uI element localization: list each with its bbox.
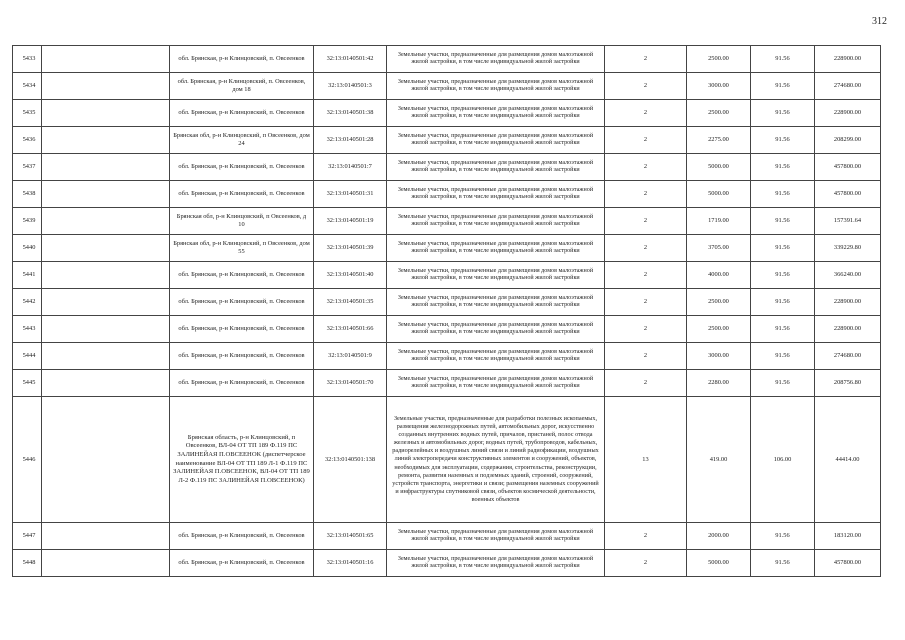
row-number: 5436: [13, 127, 42, 154]
table-row: [13, 154, 881, 181]
land-use-cell: Земельные участки, предназначенные для размещения домов малоэтажной жилой застройки, в том числе индивидуальной жилой застройки: [387, 154, 605, 181]
group-cell: 2: [605, 289, 687, 316]
rate-cell: 91.56: [751, 127, 815, 154]
address-cell: обл. Брянская, р-н Клинцовский, п. Овсеенков: [170, 100, 314, 127]
row-number: 5439: [13, 208, 42, 235]
group-cell: 2: [605, 343, 687, 370]
cadastral-number-cell: 32:13:0140501:70: [314, 370, 387, 397]
address-cell: Брянская обл, р-н Клинцовский, п Овсеенков, дом 55: [170, 235, 314, 262]
cadastral-number-cell: 32:13:0140501:38: [314, 100, 387, 127]
rate-cell: 91.56: [751, 100, 815, 127]
land-use-cell: Земельные участки, предназначенные для размещения домов малоэтажной жилой застройки, в том числе индивидуальной жилой застройки: [387, 100, 605, 127]
table-row: [13, 235, 881, 262]
rate-cell: 91.56: [751, 154, 815, 181]
area-cell: 3000.00: [687, 343, 751, 370]
group-cell: 2: [605, 181, 687, 208]
group-cell: 2: [605, 208, 687, 235]
address-cell: обл. Брянская, р-н Клинцовский, п. Овсеенков: [170, 262, 314, 289]
area-cell: 2275.00: [687, 127, 751, 154]
table-row: [13, 73, 881, 100]
blank-cell: [42, 127, 170, 154]
cadastral-value-cell: 274680.00: [815, 73, 881, 100]
table-row: [13, 550, 881, 577]
cadastral-value-cell: 228900.00: [815, 316, 881, 343]
area-cell: 3705.00: [687, 235, 751, 262]
table-row: [13, 343, 881, 370]
blank-cell: [42, 370, 170, 397]
rate-cell: 91.56: [751, 523, 815, 550]
area-cell: 419.00: [687, 397, 751, 523]
blank-cell: [42, 262, 170, 289]
land-use-cell: Земельные участки, предназначенные для размещения домов малоэтажной жилой застройки, в том числе индивидуальной жилой застройки: [387, 127, 605, 154]
cadastral-value-cell: 183120.00: [815, 523, 881, 550]
rate-cell: 91.56: [751, 262, 815, 289]
row-number: 5448: [13, 550, 42, 577]
row-number: 5441: [13, 262, 42, 289]
land-use-cell: Земельные участки, предназначенные для размещения домов малоэтажной жилой застройки, в том числе индивидуальной жилой застройки: [387, 208, 605, 235]
rate-cell: 91.56: [751, 370, 815, 397]
table-row: [13, 262, 881, 289]
table-row: [13, 208, 881, 235]
rate-cell: 91.56: [751, 181, 815, 208]
rate-cell: 91.56: [751, 235, 815, 262]
row-number: 5440: [13, 235, 42, 262]
table-row: [13, 316, 881, 343]
area-cell: 5000.00: [687, 181, 751, 208]
blank-cell: [42, 100, 170, 127]
cadastral-value-cell: 228900.00: [815, 289, 881, 316]
group-cell: 2: [605, 262, 687, 289]
rate-cell: 91.56: [751, 46, 815, 73]
cadastral-number-cell: 32:13:0140501:9: [314, 343, 387, 370]
rate-cell: 91.56: [751, 289, 815, 316]
group-cell: 13: [605, 397, 687, 523]
cadastral-value-cell: 366240.00: [815, 262, 881, 289]
cadastral-number-cell: 32:13:0140501:40: [314, 262, 387, 289]
group-cell: 2: [605, 550, 687, 577]
cadastral-value-cell: 208299.00: [815, 127, 881, 154]
area-cell: 2500.00: [687, 46, 751, 73]
cadastral-number-cell: 32:13:0140501:39: [314, 235, 387, 262]
blank-cell: [42, 289, 170, 316]
address-cell: Брянская обл, р-н Клинцовский, п Овсеенков, дом 24: [170, 127, 314, 154]
cadastral-number-cell: 32:13:0140501:42: [314, 46, 387, 73]
group-cell: 2: [605, 154, 687, 181]
cadastral-value-cell: 457800.00: [815, 550, 881, 577]
cadastral-value-cell: 208756.80: [815, 370, 881, 397]
address-cell: обл. Брянская, р-н Клинцовский, п. Овсеенков: [170, 46, 314, 73]
area-cell: 5000.00: [687, 550, 751, 577]
area-cell: 2500.00: [687, 316, 751, 343]
group-cell: 2: [605, 127, 687, 154]
row-number: 5435: [13, 100, 42, 127]
row-number: 5438: [13, 181, 42, 208]
cadastral-number-cell: 32:13:0140501:7: [314, 154, 387, 181]
address-cell: обл. Брянская, р-н Клинцовский, п. Овсеенков: [170, 289, 314, 316]
address-cell: обл. Брянская, р-н Клинцовский, п. Овсеенков: [170, 550, 314, 577]
table-row: [13, 46, 881, 73]
cadastral-number-cell: 32:13:0140501:65: [314, 523, 387, 550]
rate-cell: 91.56: [751, 343, 815, 370]
cadastral-value-cell: 339229.80: [815, 235, 881, 262]
cadastral-value-cell: 457800.00: [815, 181, 881, 208]
area-cell: 2500.00: [687, 289, 751, 316]
row-number: 5434: [13, 73, 42, 100]
group-cell: 2: [605, 100, 687, 127]
address-cell: обл. Брянская, р-н Клинцовский, п. Овсеенков: [170, 316, 314, 343]
group-cell: 2: [605, 523, 687, 550]
cadastral-number-cell: 32:13:0140501:31: [314, 181, 387, 208]
table-body: [13, 46, 881, 577]
blank-cell: [42, 73, 170, 100]
page-number: 312: [872, 16, 887, 27]
table-row: [13, 289, 881, 316]
blank-cell: [42, 46, 170, 73]
row-number: 5444: [13, 343, 42, 370]
table-row: [13, 523, 881, 550]
row-number: 5443: [13, 316, 42, 343]
land-use-cell: Земельные участки, предназначенные для размещения домов малоэтажной жилой застройки, в том числе индивидуальной жилой застройки: [387, 370, 605, 397]
row-number: 5437: [13, 154, 42, 181]
land-use-cell: Земельные участки, предназначенные для размещения домов малоэтажной жилой застройки, в том числе индивидуальной жилой застройки: [387, 550, 605, 577]
area-cell: 3000.00: [687, 73, 751, 100]
group-cell: 2: [605, 370, 687, 397]
address-cell: обл. Брянская, р-н Клинцовский, п. Овсеенков: [170, 523, 314, 550]
blank-cell: [42, 154, 170, 181]
land-use-cell: Земельные участки, предназначенные для размещения домов малоэтажной жилой застройки, в том числе индивидуальной жилой застройки: [387, 181, 605, 208]
row-number: 5442: [13, 289, 42, 316]
table-row: [13, 397, 881, 523]
rate-cell: 91.56: [751, 550, 815, 577]
cadastral-value-table: [12, 45, 881, 577]
row-number: 5445: [13, 370, 42, 397]
address-cell: обл. Брянская, р-н Клинцовский, п. Овсеенков: [170, 370, 314, 397]
cadastral-number-cell: 32:13:0140501:35: [314, 289, 387, 316]
cadastral-number-cell: 32:13:0140501:16: [314, 550, 387, 577]
cadastral-number-cell: 32:13:0140501:66: [314, 316, 387, 343]
cadastral-number-cell: 32:13:0140501:138: [314, 397, 387, 523]
land-use-cell: Земельные участки, предназначенные для размещения домов малоэтажной жилой застройки, в том числе индивидуальной жилой застройки: [387, 46, 605, 73]
land-use-cell: Земельные участки, предназначенные для размещения домов малоэтажной жилой застройки, в том числе индивидуальной жилой застройки: [387, 73, 605, 100]
address-cell: обл. Брянская, р-н Клинцовский, п. Овсеенков, дом 18: [170, 73, 314, 100]
table-row: [13, 100, 881, 127]
address-cell: обл. Брянская, р-н Клинцовский, п. Овсеенков: [170, 154, 314, 181]
rate-cell: 91.56: [751, 73, 815, 100]
land-use-cell: Земельные участки, предназначенные для размещения домов малоэтажной жилой застройки, в том числе индивидуальной жилой застройки: [387, 343, 605, 370]
cadastral-value-cell: 157391.64: [815, 208, 881, 235]
rate-cell: 106.00: [751, 397, 815, 523]
group-cell: 2: [605, 316, 687, 343]
land-use-cell: Земельные участки, предназначенные для размещения домов малоэтажной жилой застройки, в том числе индивидуальной жилой застройки: [387, 262, 605, 289]
table-row: [13, 181, 881, 208]
cadastral-number-cell: 32:13:0140501:28: [314, 127, 387, 154]
cadastral-value-cell: 457800.00: [815, 154, 881, 181]
blank-cell: [42, 523, 170, 550]
area-cell: 2000.00: [687, 523, 751, 550]
blank-cell: [42, 235, 170, 262]
area-cell: 5000.00: [687, 154, 751, 181]
land-use-cell: Земельные участки, предназначенные для размещения домов малоэтажной жилой застройки, в том числе индивидуальной жилой застройки: [387, 523, 605, 550]
land-use-cell: Земельные участки, предназначенные для размещения домов малоэтажной жилой застройки, в том числе индивидуальной жилой застройки: [387, 289, 605, 316]
cadastral-number-cell: 32:13:0140501:19: [314, 208, 387, 235]
address-cell: Брянская обл, р-н Клинцовский, п Овсеенков, д 10: [170, 208, 314, 235]
blank-cell: [42, 181, 170, 208]
address-cell: обл. Брянская, р-н Клинцовский, п. Овсеенков: [170, 343, 314, 370]
address-cell: Брянская область, р-н Клинцовский, п Овсеенков, ВЛ-04 ОТ ТП 189 Ф.119 ПС ЗАЛИНЕЙАЯ П.ОВСЕЕНОК (диспетчерское наименование ВЛ-04 ОТ ТП 189 Л-1 Ф.119 ПС ЗАЛИНЕЙАЯ П.ОВСЕЕНОК, ВЛ-04 ОТ ТП 189 Л-2 Ф.119 ПС ЗАЛИНЕЙАЯ П.ОВСЕЕНОК): [170, 397, 314, 523]
area-cell: 1719.00: [687, 208, 751, 235]
row-number: 5446: [13, 397, 42, 523]
land-use-cell: Земельные участки, предназначенные для разработки полезных ископаемых, размещения железнодорожных путей, автомобильных дорог, искусственно созданных внутренних водных путей, причалов, пристаней, полос отвода железных и автомобильных дорог, водных путей, трубопроводов, кабельных, радиорелейных и воздушных линий связи и линий радиофикации, воздушных линий электропередачи конструктивных элементов и сооружений, объектов, необходимых для эксплуатации, содержания, строительства, реконструкции, ремонта, развития наземных и подземных зданий, строений, сооружений, устройств транспорта, энергетики и связи; размещения наземных сооружений и инфраструктуры спутниковой связи, объектов космической деятельности, военных объектов: [387, 397, 605, 523]
cadastral-value-cell: 228900.00: [815, 46, 881, 73]
area-cell: 4000.00: [687, 262, 751, 289]
land-use-cell: Земельные участки, предназначенные для размещения домов малоэтажной жилой застройки, в том числе индивидуальной жилой застройки: [387, 235, 605, 262]
table-row: [13, 127, 881, 154]
cadastral-number-cell: 32:13:0140501:3: [314, 73, 387, 100]
blank-cell: [42, 208, 170, 235]
table-row: [13, 370, 881, 397]
area-cell: 2500.00: [687, 100, 751, 127]
area-cell: 2280.00: [687, 370, 751, 397]
address-cell: обл. Брянская, р-н Клинцовский, п. Овсеенков: [170, 181, 314, 208]
blank-cell: [42, 397, 170, 523]
blank-cell: [42, 343, 170, 370]
cadastral-value-cell: 274680.00: [815, 343, 881, 370]
rate-cell: 91.56: [751, 316, 815, 343]
cadastral-value-cell: 228900.00: [815, 100, 881, 127]
blank-cell: [42, 550, 170, 577]
rate-cell: 91.56: [751, 208, 815, 235]
cadastral-value-cell: 44414.00: [815, 397, 881, 523]
group-cell: 2: [605, 73, 687, 100]
row-number: 5447: [13, 523, 42, 550]
group-cell: 2: [605, 235, 687, 262]
land-use-cell: Земельные участки, предназначенные для размещения домов малоэтажной жилой застройки, в том числе индивидуальной жилой застройки: [387, 316, 605, 343]
row-number: 5433: [13, 46, 42, 73]
blank-cell: [42, 316, 170, 343]
group-cell: 2: [605, 46, 687, 73]
